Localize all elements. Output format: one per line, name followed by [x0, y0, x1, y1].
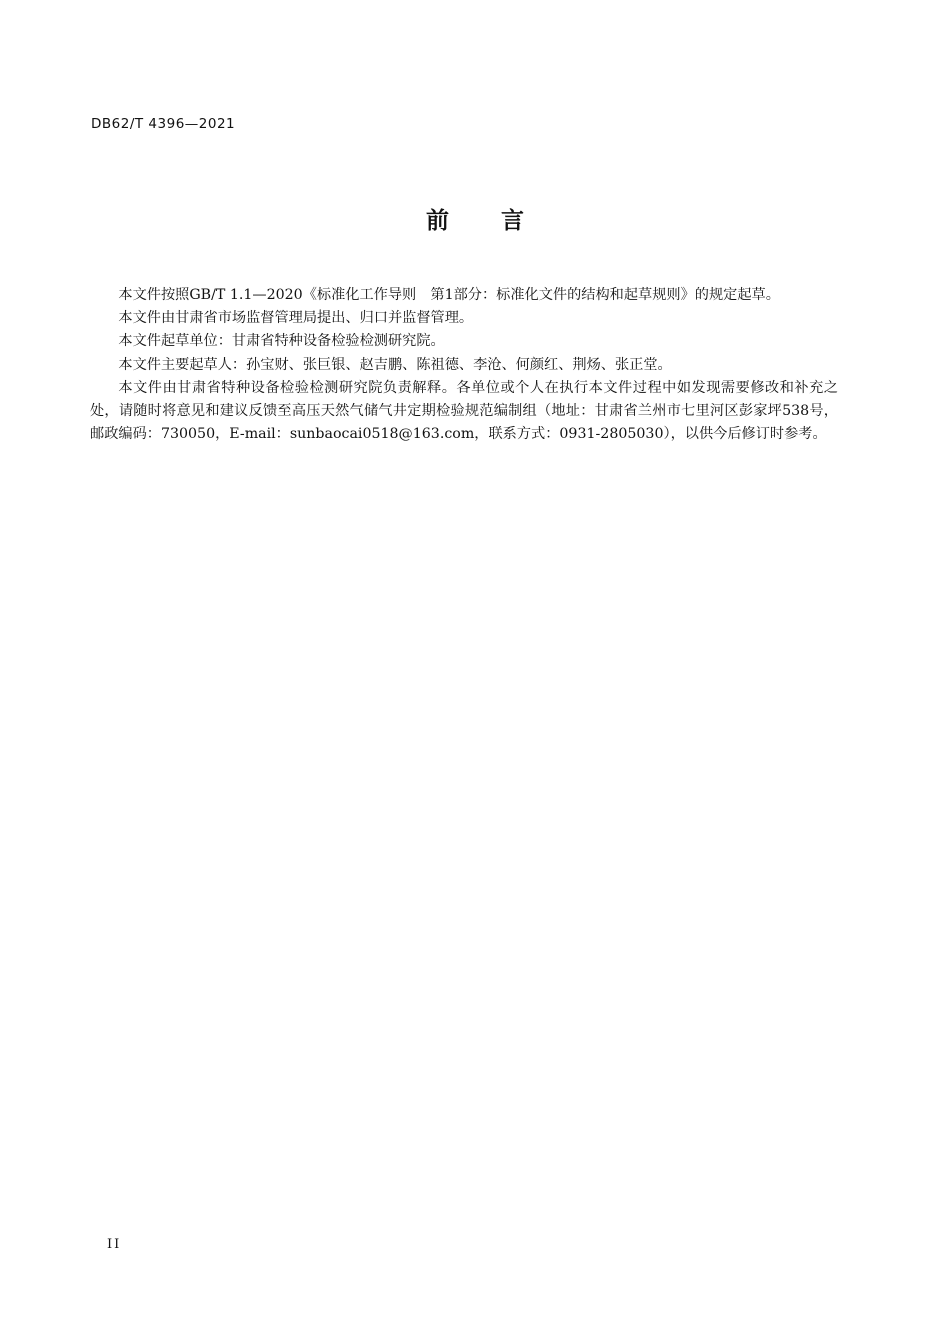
paragraph-drafting-unit: 本文件起草单位：甘肃省特种设备检验检测研究院。	[118, 333, 445, 350]
paragraph-drafters: 本文件主要起草人：孙宝财、张巨银、赵吉鹏、陈祖德、李沧、何颜红、荆炀、张正堂。	[118, 356, 672, 373]
paragraph-drafting-basis: 本文件按照GB/T 1.1—2020《标准化工作导则 第1部分：标准化文件的结构和起草规则》的规定起草。	[118, 287, 780, 303]
section-title: 前言	[426, 208, 576, 234]
page-number: II	[107, 1237, 122, 1252]
paragraph-proposer: 本文件由甘肃省市场监督管理局提出、归口并监督管理。	[118, 310, 474, 327]
document-code: DB62/T 4396—2021	[91, 116, 236, 132]
preface-body	[90, 284, 838, 446]
paragraph-interpretation-feedback: 本文件由甘肃省特种设备检验检测研究院负责解释。各单位或个人在执行本文件过程中如发现需要修改和补充之处，请随时将意见和建议反馈至高压天然气储气井定期检验规范编制组（地址：甘肃省兰州市七里河区彭家坪538号，邮政编码：730050，E-mail：sunbaocai0518@163.com，联系方式：0931-2805030），以供今后修订时参考。	[90, 379, 838, 443]
